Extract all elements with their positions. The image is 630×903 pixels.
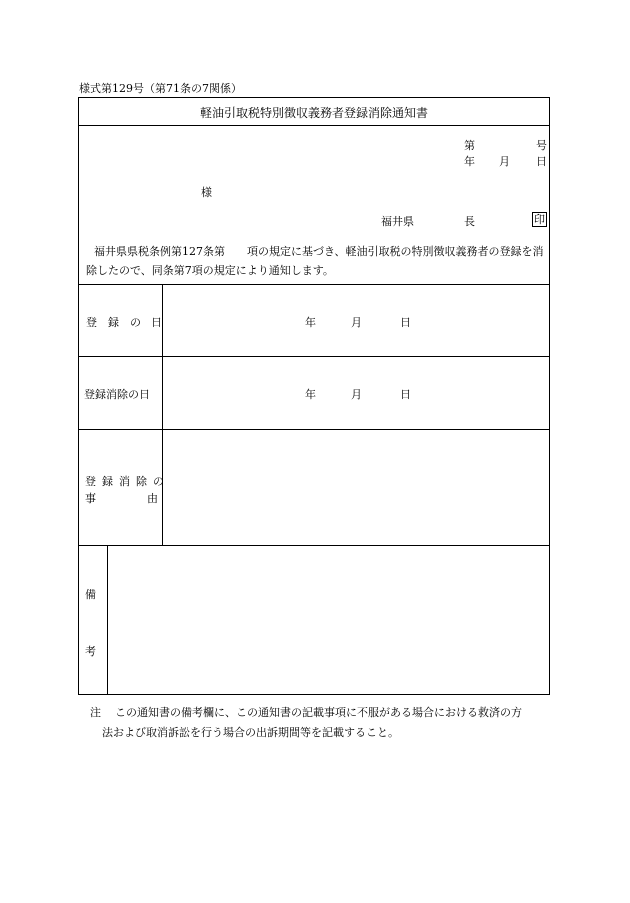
row1-divider [78,356,550,357]
number-dai: 第 [464,139,475,152]
notice-body-text: 福井県県税条例第127条第 項の規定に基づき、軽油引取税の特別徴収義務者の登録を消除したので、同条第7項の規定により通知します。 [86,245,544,277]
label-char: 消 [119,475,130,488]
form-number: 様式第129号（第71条の7関係） [79,82,242,95]
seal-text: 印 [534,213,545,226]
label-char: 除 [136,475,147,488]
label-char: 録 [102,475,113,488]
label-remarks-bottom: 考 [85,645,96,658]
label-column-divider [162,284,163,545]
label-char: 日 [151,316,162,329]
reg-date-year: 年 [305,316,316,329]
recipient-suffix: 様 [201,186,212,199]
label-reason-left: 事 [85,492,96,505]
number-go: 号 [536,139,547,152]
title-divider [78,125,550,126]
issuer-prefecture: 福井県 [381,215,414,228]
document-title: 軽油引取税特別徴収義務者登録消除通知書 [199,106,428,120]
row3-divider [78,545,550,546]
label-cancellation-date: 登録消除の日 [84,388,150,401]
note-prefix: 注 [90,706,101,719]
cancel-date-year: 年 [305,388,316,401]
date-year-label: 年 [464,155,475,168]
header-divider [78,284,550,285]
seal-mark [532,212,547,227]
note-line-1 [90,704,522,720]
cancel-date-day: 日 [400,388,411,401]
label-remarks-top: 備 [85,588,96,601]
label-char: の [130,316,141,329]
reg-date-month: 月 [351,316,362,329]
reg-date-day: 日 [400,316,411,329]
note-text-1: この通知書の備考欄に、この通知書の記載事項に不服がある場合における救済の方 [115,706,522,719]
note-line-2: 法および取消訴訟を行う場合の出訴期間等を記載すること。 [102,726,399,739]
remarks-label-divider [107,545,108,695]
row2-divider [78,429,550,430]
issuer-title: 長 [464,215,475,228]
label-char: 登 [86,316,97,329]
label-char: 登 [85,475,96,488]
label-reason-right: 由 [147,492,158,505]
date-month-label: 月 [499,155,510,168]
date-day-label: 日 [536,155,547,168]
cancel-date-month: 月 [351,388,362,401]
label-char: 録 [108,316,119,329]
label-char: の [153,475,164,488]
